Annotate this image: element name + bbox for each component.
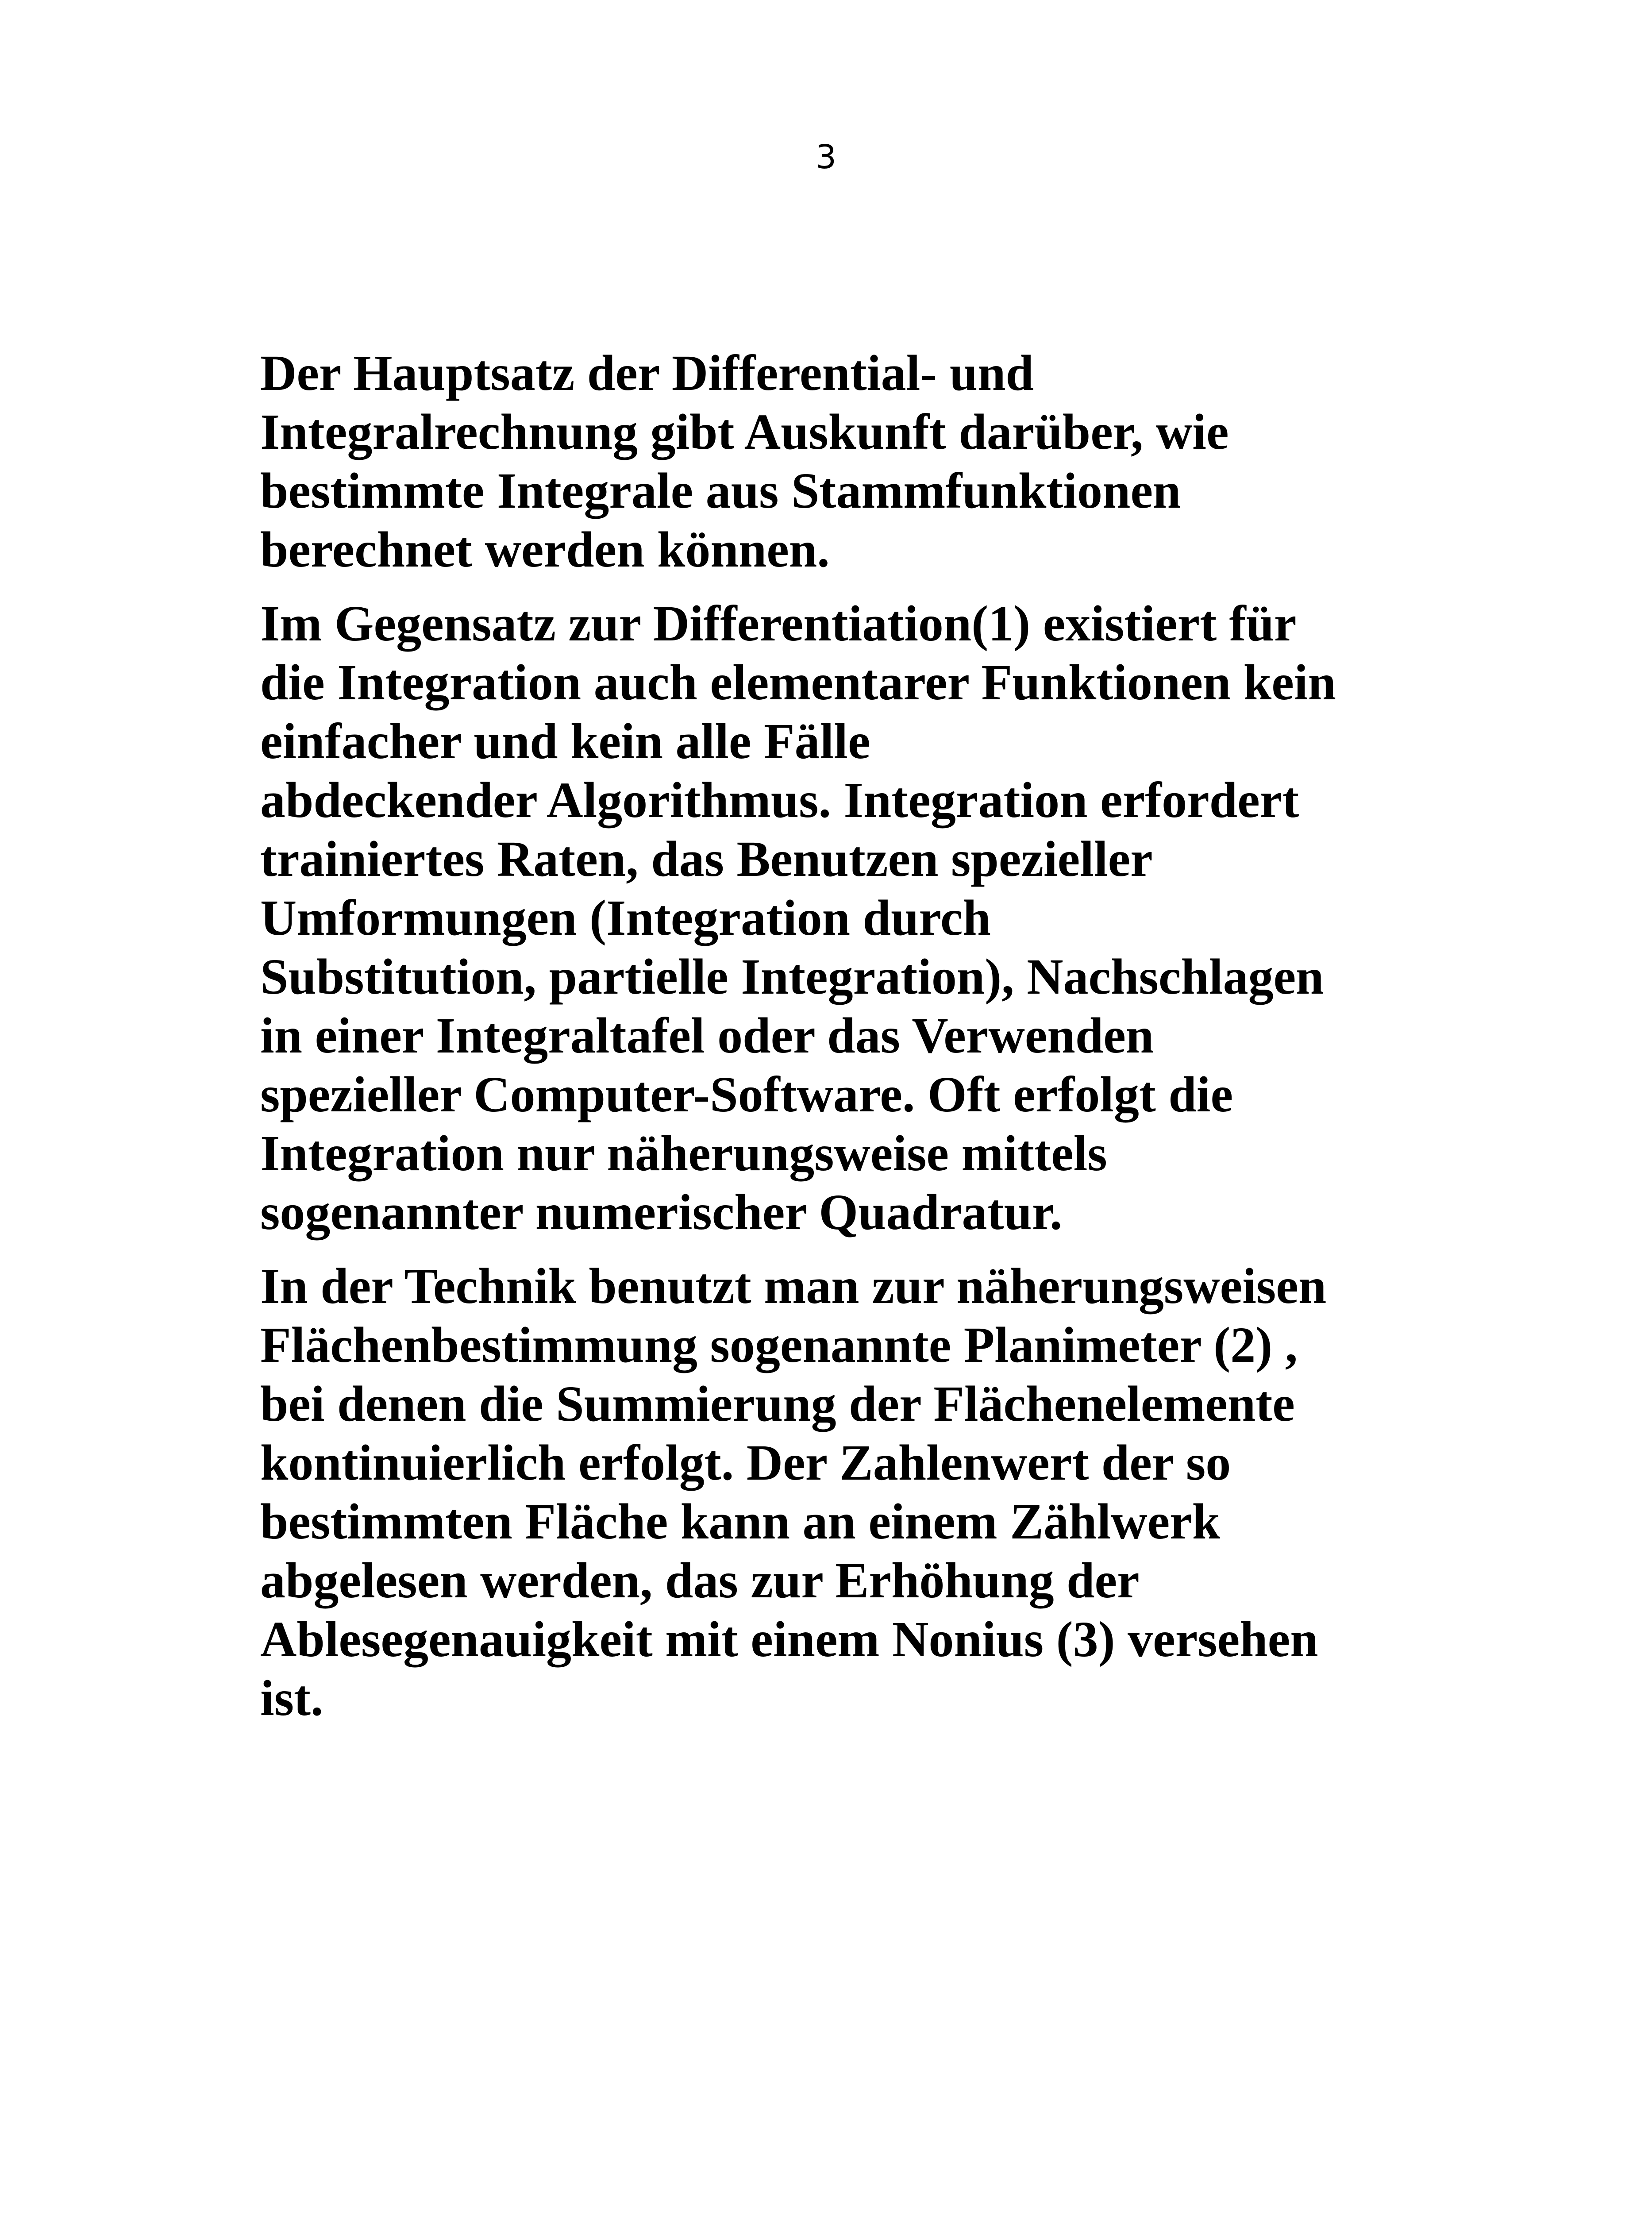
text-line: bestimmten Fläche kann an einem Zählwerk	[260, 1493, 1221, 1550]
text-line: die Integration auch elementarer Funktionen kein	[260, 654, 1336, 710]
paragraph-integration	[260, 594, 1464, 1241]
document-body	[260, 343, 1464, 1743]
text-line: Der Hauptsatz der Differential- und	[260, 345, 1034, 401]
text-line: Integralrechnung gibt Auskunft darüber, wie	[260, 404, 1229, 460]
paragraph-technik	[260, 1257, 1464, 1727]
page-number: 3	[815, 138, 837, 176]
text-line: abdeckender Algorithmus. Integration erfordert	[260, 772, 1299, 828]
text-line: bestimmte Integrale aus Stammfunktionen	[260, 463, 1181, 519]
text-line: kontinuierlich erfolgt. Der Zahlenwert der so	[260, 1434, 1231, 1491]
text-line: Integration nur näherungsweise mittels	[260, 1125, 1107, 1181]
text-line: Umformungen (Integration durch	[260, 890, 991, 946]
text-line: berechnet werden können.	[260, 521, 830, 578]
text-line: trainiertes Raten, das Benutzen spezieller	[260, 831, 1153, 887]
text-line: Substitution, partielle Integration), Nachschlagen	[260, 948, 1324, 1005]
text-line: abgelesen werden, das zur Erhöhung der	[260, 1552, 1140, 1608]
text-line: spezieller Computer-Software. Oft erfolgt die	[260, 1066, 1233, 1122]
text-line: In der Technik benutzt man zur näherungsweisen	[260, 1258, 1327, 1314]
paragraph-hauptsatz	[260, 343, 1464, 579]
text-line: ist.	[260, 1670, 323, 1726]
text-line: Ablesegenauigkeit mit einem Nonius (3) versehen	[260, 1611, 1318, 1667]
text-line: einfacher und kein alle Fälle	[260, 713, 870, 769]
text-line: Flächenbestimmung sogenannte Planimeter (2) ,	[260, 1317, 1298, 1373]
text-line: Im Gegensatz zur Differentiation(1) existiert für	[260, 595, 1297, 652]
text-line: sogenannter numerischer Quadratur.	[260, 1184, 1063, 1240]
text-line: bei denen die Summierung der Flächenelemente	[260, 1376, 1295, 1432]
text-line: in einer Integraltafel oder das Verwenden	[260, 1007, 1154, 1064]
